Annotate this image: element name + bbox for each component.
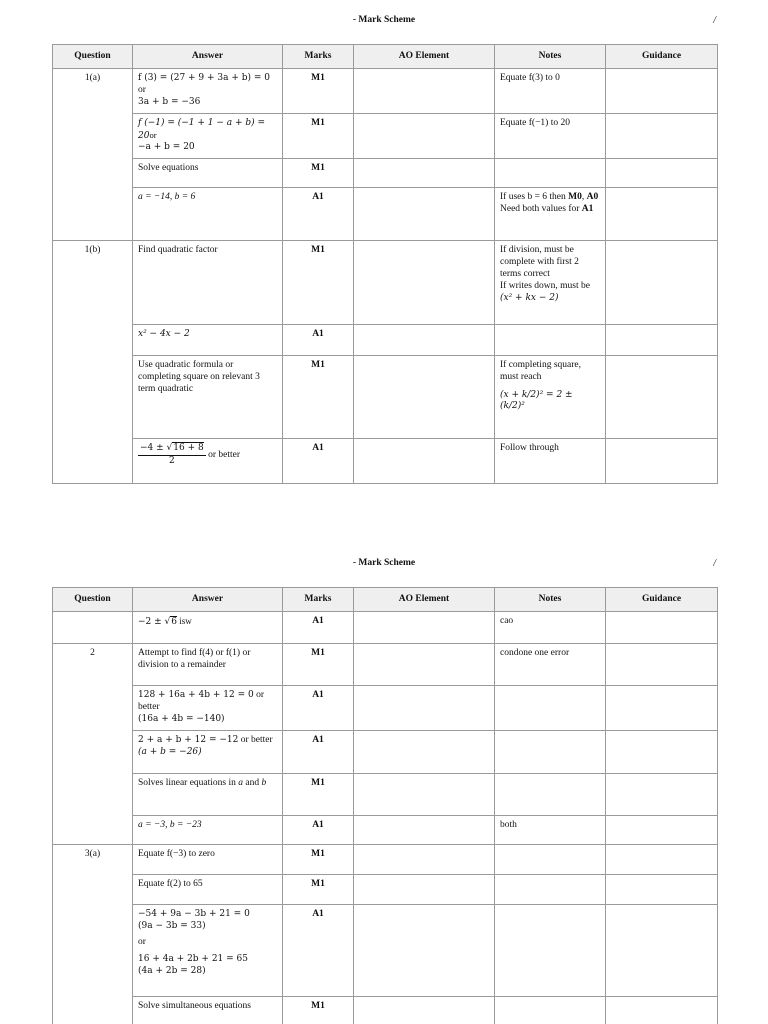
ao-element-cell <box>354 241 495 325</box>
answer-cell <box>133 904 283 996</box>
answer-equation: 2 + a + b + 12 = −12 <box>138 734 239 745</box>
marks-cell: M1 <box>283 773 354 815</box>
notes-cell: both <box>495 815 606 844</box>
column-header-answer: Answer <box>133 45 283 69</box>
answer-cell: Attempt to find f(4) or f(1) or division to a remainder <box>133 644 283 686</box>
table-header-row <box>53 45 718 69</box>
column-header-ao-element: AO Element <box>354 588 495 612</box>
answer-cell: Equate f(2) to 65 <box>133 874 283 904</box>
column-header-guidance: Guidance <box>606 45 718 69</box>
notes-cell <box>495 730 606 773</box>
answer-cell <box>133 686 283 731</box>
notes-cell <box>495 773 606 815</box>
answer-suffix: or better <box>138 690 265 712</box>
page-title: - Mark Scheme <box>352 15 416 25</box>
table-row <box>53 815 718 844</box>
answer-cell: Use quadratic formula or completing square on relevant 3 term quadratic <box>133 356 283 439</box>
table-row <box>53 113 718 159</box>
marks-cell: A1 <box>283 188 354 241</box>
notes-text: If writes down, must be <box>500 280 590 291</box>
notes-cell: Equate f(3) to 0 <box>495 69 606 114</box>
guidance-cell <box>606 815 718 844</box>
notes-cell <box>495 904 606 996</box>
notes-cell: Equate f(−1) to 20 <box>495 113 606 159</box>
notes-expression: (x + k/2)² = 2 ± (k/2)² <box>500 390 573 412</box>
column-header-marks: Marks <box>283 45 354 69</box>
guidance-cell <box>606 188 718 241</box>
marks-cell: A1 <box>283 325 354 356</box>
page-1-header <box>0 15 768 29</box>
ao-element-cell <box>354 113 495 159</box>
guidance-cell <box>606 69 718 114</box>
answer-text: and <box>243 777 262 788</box>
guidance-cell <box>606 730 718 773</box>
table-row <box>53 904 718 996</box>
question-number: 1(b) <box>53 241 133 484</box>
ao-element-cell <box>354 773 495 815</box>
ao-element-cell <box>354 325 495 356</box>
fraction-numerator: −4 ± <box>140 443 167 454</box>
variable: b <box>261 777 267 788</box>
ao-element-cell <box>354 159 495 188</box>
notes-cell <box>495 686 606 731</box>
notes-cell <box>495 241 606 325</box>
column-header-question: Question <box>53 45 133 69</box>
answer-cell: Solve simultaneous equations <box>133 996 283 1024</box>
answer-cell: Solve equations <box>133 159 283 188</box>
guidance-cell <box>606 996 718 1024</box>
answer-equation: (9a − 3b = 33) <box>138 920 206 931</box>
guidance-cell <box>606 113 718 159</box>
marks-cell: M1 <box>283 113 354 159</box>
ao-element-cell <box>354 69 495 114</box>
column-header-marks: Marks <box>283 588 354 612</box>
guidance-cell <box>606 241 718 325</box>
answer-cell <box>133 69 283 114</box>
notes-cell: cao <box>495 612 606 644</box>
table-row <box>53 159 718 188</box>
table-header-row <box>53 588 718 612</box>
answer-equation: −54 + 9a − 3b + 21 = 0 <box>138 908 250 919</box>
column-header-notes: Notes <box>495 45 606 69</box>
answer-suffix: or better <box>205 450 241 461</box>
table-row <box>53 773 718 815</box>
answer-equation: f (3) = (27 + 9 + 3a + b) = 0 <box>138 73 271 83</box>
marks-cell: M1 <box>283 874 354 904</box>
variable: a <box>238 777 244 788</box>
column-header-answer: Answer <box>133 588 283 612</box>
mark-scheme-table-page-2 <box>52 587 718 1024</box>
table-row <box>53 356 718 439</box>
marks-cell: A1 <box>283 815 354 844</box>
guidance-cell <box>606 644 718 686</box>
answer-or: or <box>138 84 146 95</box>
mark-code: A0 <box>586 192 599 203</box>
guidance-cell <box>606 773 718 815</box>
question-number <box>53 612 133 644</box>
answer-equation: 3a + b = −36 <box>138 96 201 107</box>
page-title: - Mark Scheme <box>352 558 416 568</box>
guidance-cell <box>606 874 718 904</box>
table-row <box>53 874 718 904</box>
ao-element-cell <box>354 612 495 644</box>
marks-cell: A1 <box>283 439 354 484</box>
ao-element-cell <box>354 904 495 996</box>
ao-element-cell <box>354 996 495 1024</box>
ao-element-cell <box>354 356 495 439</box>
guidance-cell <box>606 844 718 874</box>
answer-cell: Find quadratic factor <box>133 241 283 325</box>
answer-equation: (a + b = −26) <box>138 746 202 757</box>
column-header-ao-element: AO Element <box>354 45 495 69</box>
ao-element-cell <box>354 439 495 484</box>
table-row <box>53 996 718 1024</box>
answer-cell: −2 ± √6 isw <box>133 612 283 644</box>
marks-cell: M1 <box>283 996 354 1024</box>
mark-code: A1 <box>581 204 594 215</box>
marks-cell: M1 <box>283 241 354 325</box>
answer-cell <box>133 439 283 484</box>
guidance-cell <box>606 612 718 644</box>
answer-equation: 16 + 4a + 2b + 21 = 65 <box>138 954 248 965</box>
notes-cell <box>495 844 606 874</box>
question-number: 3(a) <box>53 844 133 1024</box>
mark-scheme-table-page-1 <box>52 44 718 484</box>
column-header-question: Question <box>53 588 133 612</box>
radicand: 6 <box>171 617 178 627</box>
marks-cell: M1 <box>283 159 354 188</box>
answer-suffix: isw <box>177 616 192 626</box>
answer-equation: −a + b = 20 <box>138 142 195 153</box>
marks-cell: M1 <box>283 844 354 874</box>
answer-cell <box>133 113 283 159</box>
notes-cell <box>495 159 606 188</box>
notes-cell <box>495 325 606 356</box>
notes-cell: condone one error <box>495 644 606 686</box>
guidance-cell <box>606 686 718 731</box>
notes-cell: Follow through <box>495 439 606 484</box>
guidance-cell <box>606 904 718 996</box>
ao-element-cell <box>354 815 495 844</box>
ao-element-cell <box>354 844 495 874</box>
answer-suffix: or better <box>238 734 273 745</box>
answer-cell <box>133 773 283 815</box>
marks-cell: A1 <box>283 904 354 996</box>
marks-cell: M1 <box>283 356 354 439</box>
answer-text: Solves linear equations in <box>138 777 239 788</box>
table-row <box>53 644 718 686</box>
table-row <box>53 730 718 773</box>
guidance-cell <box>606 356 718 439</box>
answer-cell: a = −14, b = 6 <box>133 188 283 241</box>
answer-equation: (4a + 2b = 28) <box>138 966 206 977</box>
answer-cell: x² − 4x − 2 <box>133 325 283 356</box>
guidance-cell <box>606 439 718 484</box>
table-row <box>53 325 718 356</box>
guidance-cell <box>606 159 718 188</box>
notes-text: , <box>581 192 587 203</box>
notes-cell <box>495 874 606 904</box>
answer-equation: 128 + 16a + 4b + 12 = 0 <box>138 690 254 700</box>
table-row <box>53 439 718 484</box>
answer-cell: a = −3, b = −23 <box>133 815 283 844</box>
column-header-notes: Notes <box>495 588 606 612</box>
notes-expression: (x² + kx − 2) <box>500 292 559 303</box>
ao-element-cell <box>354 874 495 904</box>
guidance-cell <box>606 325 718 356</box>
page-marker: / <box>713 558 716 569</box>
answer-text: −2 ± <box>138 617 165 627</box>
notes-cell <box>495 188 606 241</box>
ao-element-cell <box>354 188 495 241</box>
fraction-denominator: 2 <box>169 455 175 466</box>
ao-element-cell <box>354 730 495 773</box>
marks-cell: A1 <box>283 730 354 773</box>
answer-fraction: $\frac{-4 \pm √16 + 8}{2}$ <box>140 443 204 466</box>
mark-code: M0 <box>568 192 582 203</box>
notes-text: If uses b = 6 then <box>500 192 569 203</box>
marks-cell: M1 <box>283 644 354 686</box>
answer-cell: Equate f(−3) to zero <box>133 844 283 874</box>
marks-cell: A1 <box>283 686 354 731</box>
notes-text: If division, must be complete with first 2 terms correct <box>500 245 579 279</box>
notes-cell <box>495 356 606 439</box>
notes-text: Need both values for <box>500 204 582 215</box>
table-row <box>53 188 718 241</box>
notes-cell <box>495 996 606 1024</box>
marks-cell: M1 <box>283 69 354 114</box>
answer-or: or <box>149 129 157 140</box>
table-row <box>53 612 718 644</box>
page-marker: / <box>713 15 716 26</box>
answer-cell <box>133 730 283 773</box>
radicand: 16 + 8 <box>173 443 204 454</box>
table-row <box>53 241 718 325</box>
table-row <box>53 844 718 874</box>
notes-text: If completing square, must reach <box>500 360 581 383</box>
column-header-guidance: Guidance <box>606 588 718 612</box>
marks-cell: A1 <box>283 612 354 644</box>
question-number: 2 <box>53 644 133 845</box>
page-2-header <box>0 558 768 572</box>
ao-element-cell <box>354 686 495 731</box>
table-row <box>53 69 718 114</box>
answer-equation: f (−1) = (−1 + 1 − a + b) = 20 <box>138 117 266 141</box>
answer-equation: (16a + 4b = −140) <box>138 713 225 724</box>
answer-or: or <box>138 937 146 948</box>
question-number: 1(a) <box>53 69 133 241</box>
table-row <box>53 686 718 731</box>
ao-element-cell <box>354 644 495 686</box>
